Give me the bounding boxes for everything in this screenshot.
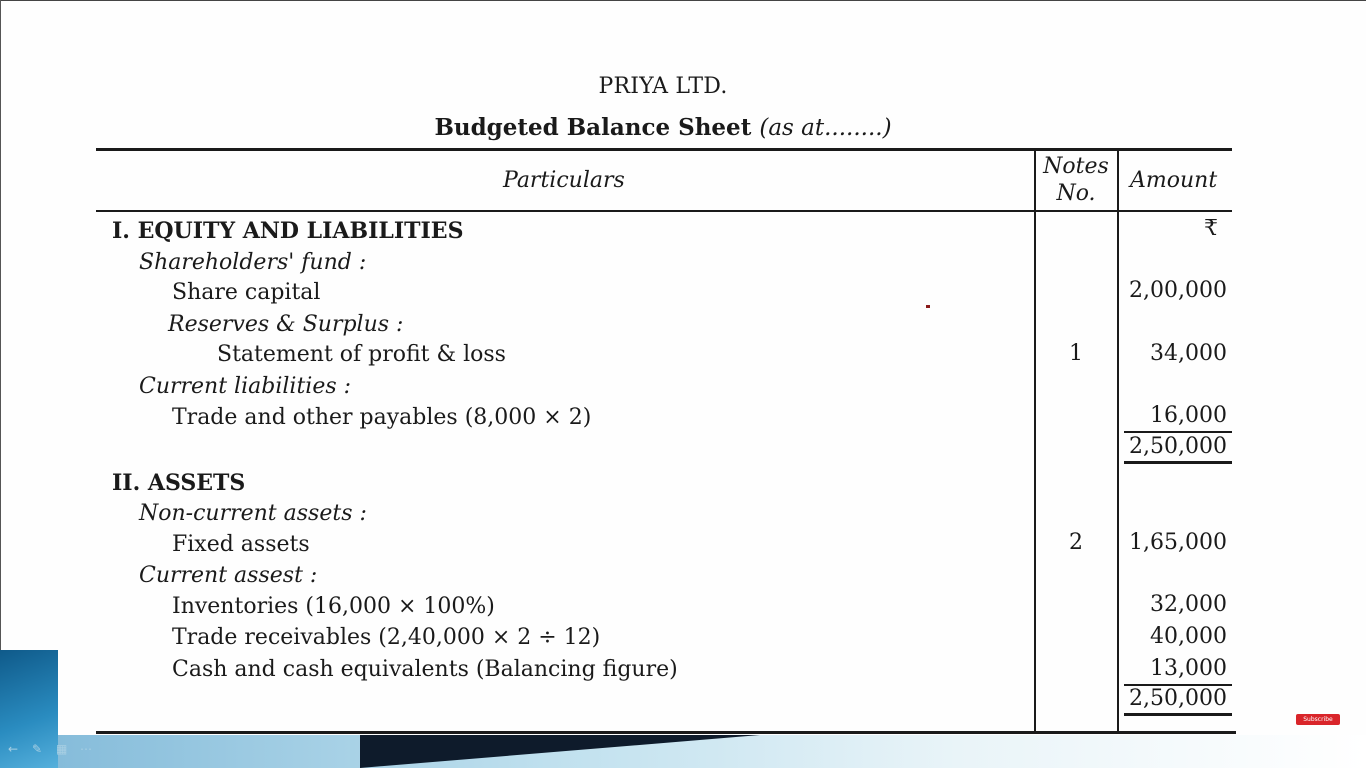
slide-footer-wedge [360, 735, 760, 768]
row-label-trade-receivables: Trade receivables (2,40,000 × 2 ÷ 12) [172, 625, 601, 650]
total-equity-liabilities: 2,50,000 [1129, 434, 1227, 459]
row-amount-trade-receivables: 40,000 [1150, 624, 1227, 649]
row-note-profit-loss: 1 [1069, 341, 1083, 366]
row-amount-share-capital: 2,00,000 [1129, 278, 1227, 303]
row-amount-inventories: 32,000 [1150, 592, 1227, 617]
more-options-icon[interactable]: ⋯ [80, 742, 92, 756]
row-label-inventories: Inventories (16,000 × 100%) [172, 594, 495, 619]
subheading-shareholders-fund: Shareholders' fund : [139, 250, 367, 275]
sheet-title-text: Budgeted Balance Sheet [434, 114, 752, 141]
frame-top-border [0, 0, 1366, 1]
header-bottom-rule [96, 210, 1232, 212]
total-rule-assets-bottom [1124, 713, 1232, 716]
subheading-non-current-assets: Non-current assets : [139, 501, 367, 526]
table-bottom-rule [96, 731, 1236, 734]
row-note-fixed-assets: 2 [1069, 530, 1083, 555]
subheading-current-assets: Current assest : [139, 563, 318, 588]
red-speck-mark [926, 305, 930, 308]
pen-icon[interactable]: ✎ [32, 742, 43, 756]
company-name: PRIYA LTD. [598, 74, 728, 99]
row-label-cash: Cash and cash equivalents (Balancing figure) [172, 657, 678, 682]
currency-symbol: ₹ [1204, 216, 1218, 241]
slides-icon[interactable]: ▦ [56, 742, 68, 756]
row-amount-profit-loss: 34,000 [1150, 341, 1227, 366]
header-notes [1036, 153, 1116, 207]
sheet-title-suffix: (as at........) [759, 115, 892, 141]
back-arrow-icon[interactable]: ← [8, 742, 19, 756]
row-amount-trade-payables: 16,000 [1150, 403, 1227, 428]
subscribe-label: Subscribe [1303, 716, 1333, 723]
section-heading-equity-liabilities: I. EQUITY AND LIABILITIES [112, 218, 464, 244]
subheading-reserves-surplus: Reserves & Surplus : [168, 312, 404, 337]
notes-column-left-rule [1034, 148, 1036, 733]
row-label-fixed-assets: Fixed assets [172, 532, 310, 557]
header-notes-line2: No. [1056, 181, 1096, 206]
row-label-profit-loss: Statement of profit & loss [217, 342, 506, 367]
row-amount-cash: 13,000 [1150, 656, 1227, 681]
table-top-rule [96, 148, 1232, 151]
row-label-trade-payables: Trade and other payables (8,000 × 2) [172, 405, 592, 430]
header-amount: Amount [1130, 168, 1218, 193]
row-label-share-capital: Share capital [172, 280, 321, 305]
total-rule-liabilities-bottom [1124, 461, 1232, 464]
header-notes-line1: Notes [1043, 154, 1109, 179]
row-amount-fixed-assets: 1,65,000 [1129, 530, 1227, 555]
total-rule-liabilities-top [1124, 431, 1232, 433]
header-particulars: Particulars [503, 168, 625, 193]
subheading-current-liabilities: Current liabilities : [139, 374, 352, 399]
subscribe-button[interactable] [1296, 714, 1340, 725]
total-assets: 2,50,000 [1129, 686, 1227, 711]
slideshow-nav [8, 742, 94, 756]
section-heading-assets: II. ASSETS [112, 470, 246, 496]
sheet-title [0, 114, 1326, 141]
